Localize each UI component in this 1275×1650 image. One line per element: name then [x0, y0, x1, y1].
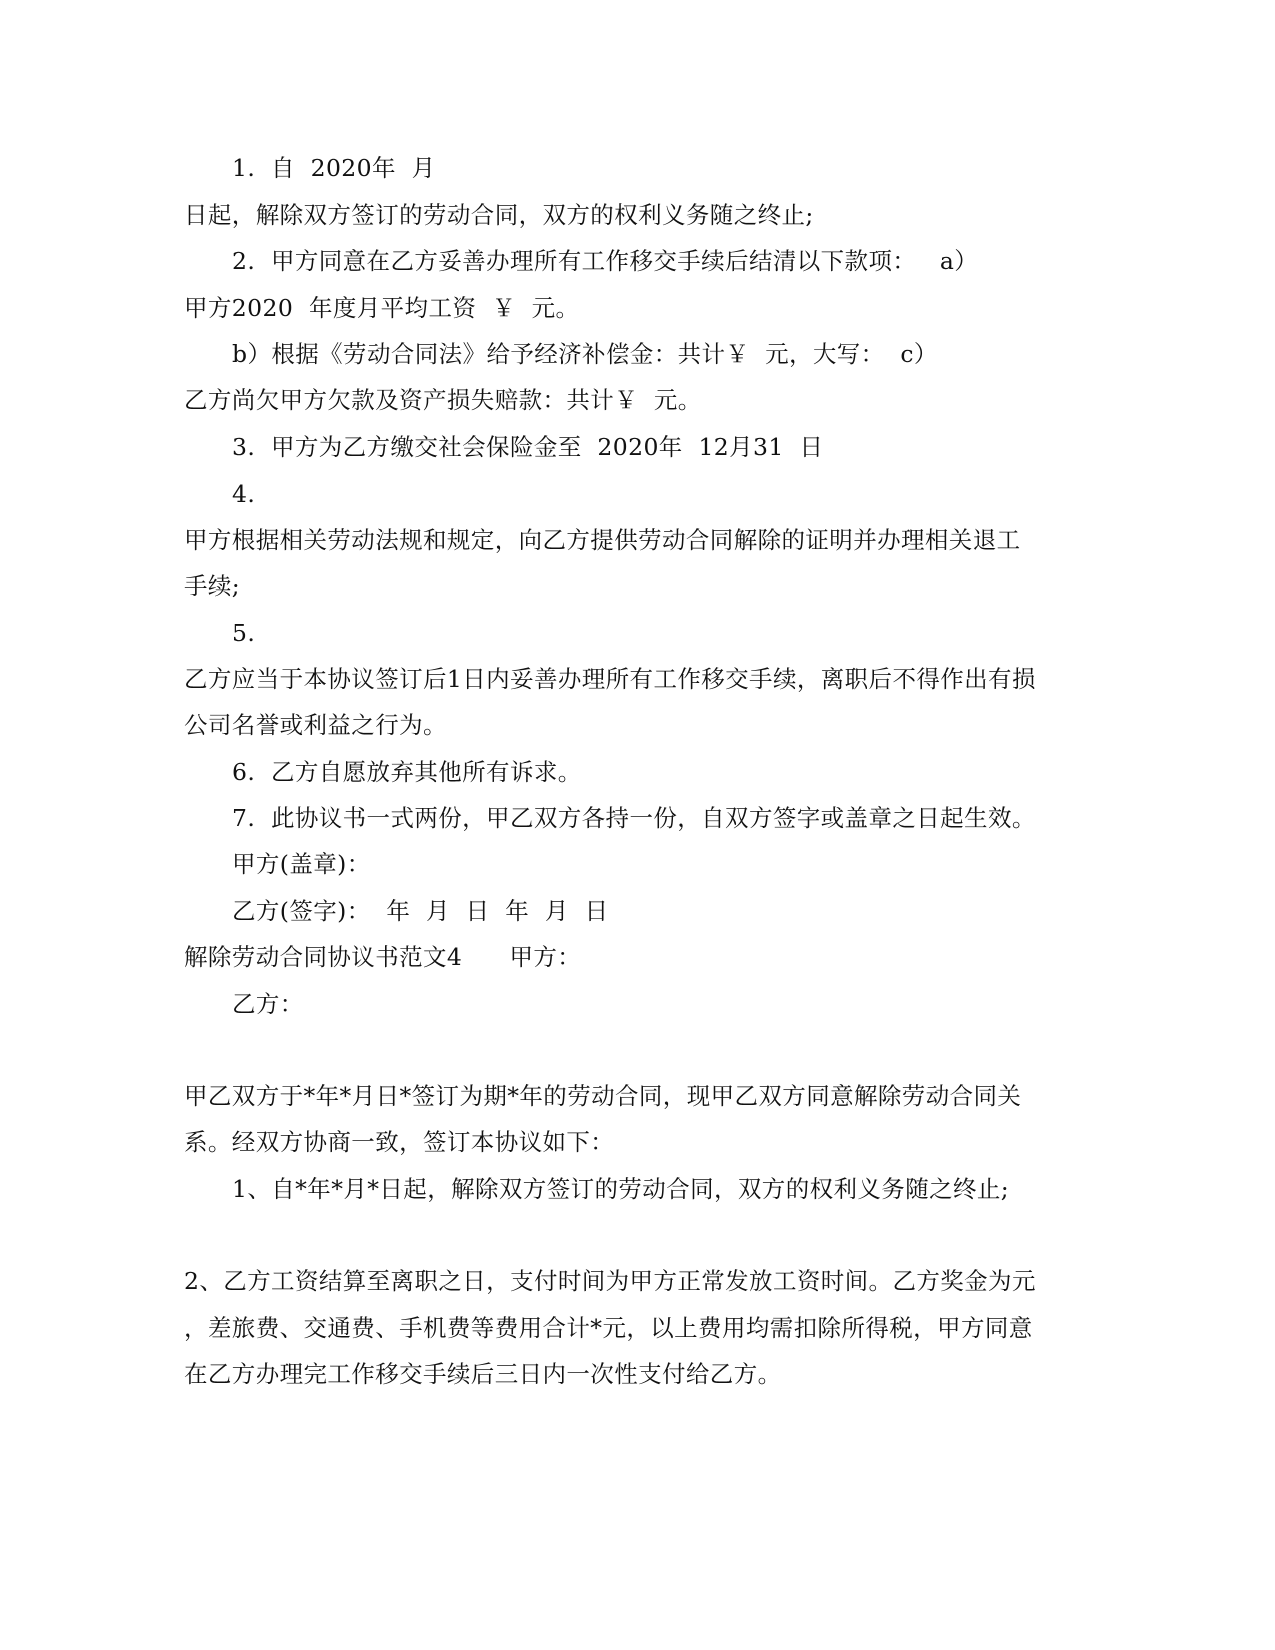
clause-4-continuation: 手续;: [184, 572, 241, 600]
clause-1-line: 1. 自 2020年 月: [232, 154, 436, 182]
clause-3-line: 3. 甲方为乙方缴交社会保险金至 2020年 12月31 日: [232, 433, 824, 461]
preamble-continuation: 系。经双方协商一致，签订本协议如下：: [184, 1128, 615, 1156]
preamble-line: 甲乙双方于*年*月日*签订为期*年的劳动合同，现甲乙双方同意解除劳动合同关: [184, 1082, 1022, 1110]
clause-5-continuation: 公司名誉或利益之行为。: [184, 711, 447, 739]
party-a-seal-line: 甲方(盖章)：: [232, 850, 371, 878]
clause-6-line: 6. 乙方自愿放弃其他所有诉求。: [232, 758, 582, 786]
article-2-continuation-2: 在乙方办理完工作移交手续后三日内一次性支付给乙方。: [184, 1360, 782, 1388]
clause-2b-line: b）根据《劳动合同法》给予经济补偿金：共计￥ 元，大写： c）: [232, 340, 938, 368]
article-1-line: 1、自*年*月*日起，解除双方签订的劳动合同，双方的权利义务随之终止;: [232, 1175, 1010, 1203]
clause-2c-line: 乙方尚欠甲方欠款及资产损失赔款：共计￥ 元。: [184, 386, 702, 414]
clause-5-line: 乙方应当于本协议签订后1日内妥善办理所有工作移交手续，离职后不得作出有损: [184, 665, 1036, 693]
clause-1-continuation: 日起，解除双方签订的劳动合同，双方的权利义务随之终止;: [184, 201, 814, 229]
clause-4-line: 甲方根据相关劳动法规和规定，向乙方提供劳动合同解除的证明并办理相关退工: [184, 526, 1021, 554]
sample-4-title-line: 解除劳动合同协议书范文4 甲方：: [184, 943, 582, 971]
article-2-continuation-1: ，差旅费、交通费、手机费等费用合计*元，以上费用均需扣除所得税，甲方同意: [184, 1314, 1033, 1342]
clause-2a-line: 甲方2020 年度月平均工资 ￥ 元。: [184, 294, 580, 322]
clause-2-line: 2. 甲方同意在乙方妥善办理所有工作移交手续后结清以下款项： a）: [232, 247, 979, 275]
clause-7-line: 7. 此协议书一式两份，甲乙双方各持一份，自双方签字或盖章之日起生效。: [232, 804, 1036, 832]
clause-5-number: 5.: [232, 619, 256, 647]
clause-4-number: 4.: [232, 480, 256, 508]
party-b-signature-line: 乙方(签字)： 年 月 日 年 月 日: [232, 897, 609, 925]
party-b-line: 乙方：: [232, 990, 304, 1018]
article-2-line: 2、乙方工资结算至离职之日，支付时间为甲方正常发放工资时间。乙方奖金为元: [184, 1267, 1036, 1295]
